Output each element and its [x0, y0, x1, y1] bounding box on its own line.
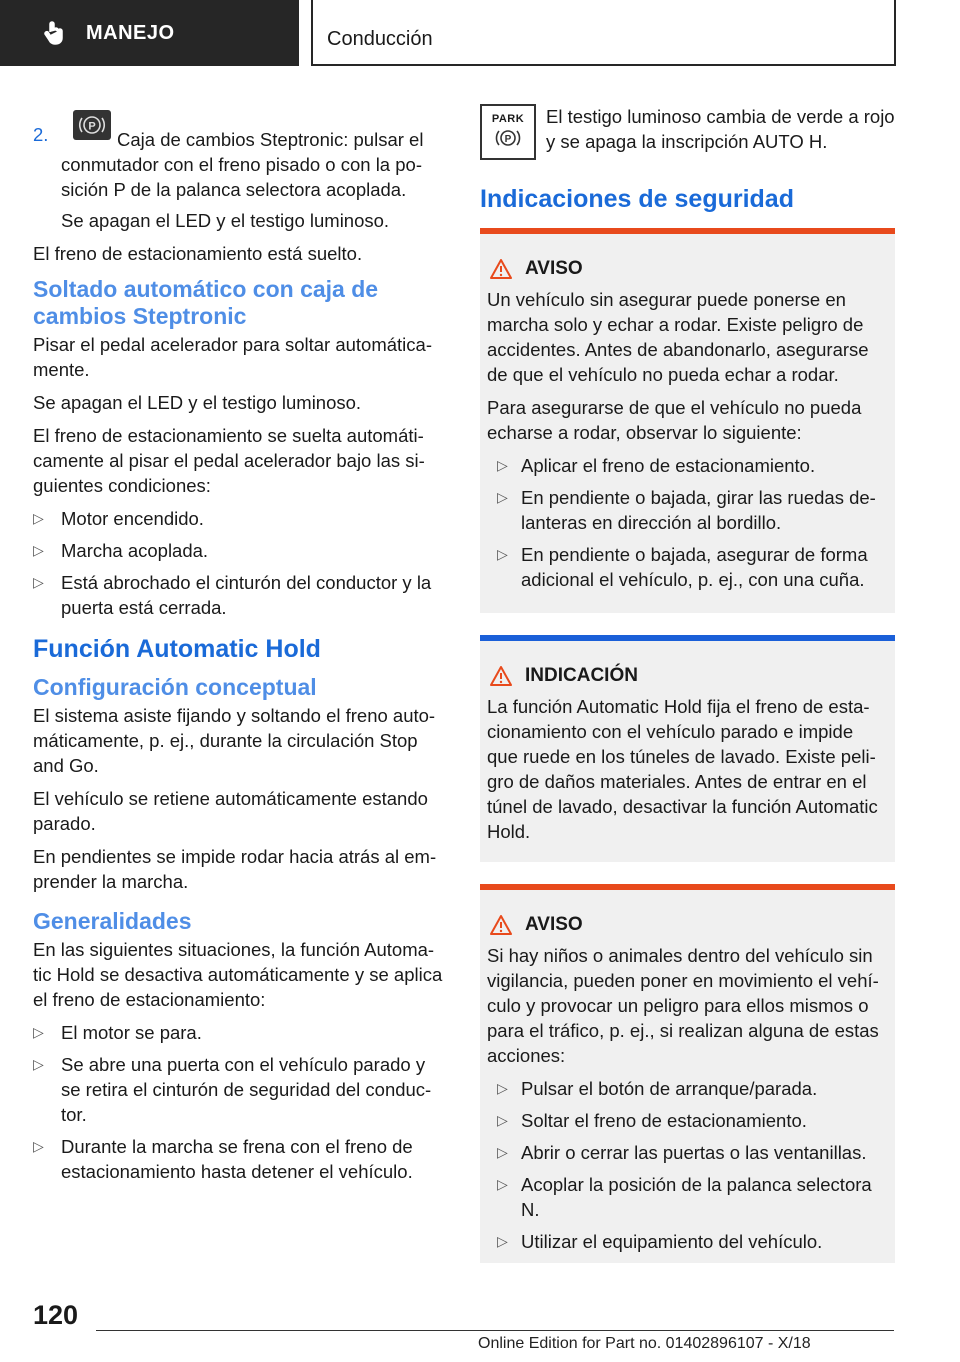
paragraph-auto-1: Pisar el pedal acelerador para soltar automática-mente. [33, 334, 432, 380]
notice-title: INDICACIÓN [487, 663, 887, 688]
list-item: ▷ Pulsar el botón de arranque/parada. [497, 1078, 818, 1099]
parking-brake-icon [493, 125, 523, 151]
triangle-bullet-icon: ▷ [33, 1138, 44, 1154]
heading-automatic-hold: Función Automatic Hold [33, 635, 321, 663]
park-icon-label: PARK [491, 113, 525, 125]
conditions-list [33, 506, 445, 620]
warning-2-list [487, 1076, 887, 1254]
triangle-bullet-icon: ▷ [497, 1176, 508, 1192]
triangle-bullet-icon: ▷ [497, 489, 508, 505]
triangle-bullet-icon: ▷ [497, 1080, 508, 1096]
paragraph-concept-2: El vehículo se retiene automáticamente estando parado. [33, 788, 428, 834]
list-item: ▷ Acoplar la posición de la palanca selectora N. [497, 1174, 872, 1220]
list-item: ▷ Motor encendido. [33, 508, 204, 529]
park-indicator-row [480, 104, 895, 160]
header-section-tab [0, 0, 299, 66]
heading-auto-release: Soltado automático con caja de cambios Steptronic [33, 276, 379, 329]
list-item: ▷ Durante la marcha se frena con el freno de estacionamiento hasta detener el vehículo. [33, 1136, 413, 1182]
notice-paragraph: La función Automatic Hold fija el freno de esta-cionamiento con el vehículo parado e impide que ruede en los túneles de lavado. Existe peli-gro de daños materiales. Antes de entrar en el túnel de lavado, desactivar la función Automatic Hold. [487, 696, 878, 842]
triangle-bullet-icon: ▷ [33, 542, 44, 558]
warning-title-1: AVISO [487, 256, 887, 281]
page-number: 120 [33, 1300, 79, 1330]
list-item: ▷ En pendiente o bajada, asegurar de forma adicional el vehículo, p. ej., con una cuña. [497, 544, 868, 590]
triangle-bullet-icon: ▷ [497, 1144, 508, 1160]
list-item: ▷ Utilizar el equipamiento del vehículo. [497, 1231, 823, 1252]
warning-box-2 [480, 884, 895, 1263]
triangle-bullet-icon: ▷ [33, 1024, 44, 1040]
paragraph-concept-1: El sistema asiste fijando y soltando el freno auto-máticamente, p. ej., durante la circulación Stop and Go. [33, 705, 436, 776]
right-column [480, 104, 895, 1285]
park-indicator-text: El testigo luminoso cambia de verde a rojo y se apaga la inscripción AUTO H. [546, 106, 895, 152]
list-item: ▷ Aplicar el freno de estacionamiento. [497, 455, 816, 476]
list-item: ▷ Abrir o cerrar las puertas o las ventanillas. [497, 1142, 867, 1163]
triangle-bullet-icon: ▷ [33, 574, 44, 590]
header-section-label: MANEJO [86, 21, 175, 44]
footer-divider [96, 1330, 894, 1331]
header-chapter-label: Conducción [327, 28, 433, 50]
triangle-bullet-icon: ▷ [33, 510, 44, 526]
park-indicator-icon [480, 104, 536, 160]
paragraph-concept-3: En pendientes se impide rodar hacia atrás al em-prender la marcha. [33, 846, 437, 892]
heading-concept: Configuración conceptual [33, 674, 317, 700]
triangle-bullet-icon: ▷ [497, 1233, 508, 1249]
triangle-bullet-icon: ▷ [33, 1056, 44, 1072]
list-item: ▷ Soltar el freno de estacionamiento. [497, 1110, 807, 1131]
footer-edition: Online Edition for Part no. 01402896107 - X/18 [478, 1335, 811, 1352]
paragraph-auto-3: El freno de estacionamiento se suelta automáti-camente al pisar el pedal acelerador bajo las si-guientes condiciones: [33, 425, 425, 496]
paragraph-auto-2: Se apagan el LED y el testigo luminoso. [33, 392, 362, 413]
step-number: 2. [33, 124, 49, 145]
list-item: ▷ Se abre una puerta con el vehículo parado y se retira el cinturón de seguridad del conduc-tor. [33, 1054, 432, 1125]
notice-box [480, 635, 895, 862]
step-2-subtext: Se apagan el LED y el testigo luminoso. [61, 210, 390, 231]
warning-1-list [487, 453, 887, 592]
warning-triangle-icon [489, 665, 513, 687]
warning-1-paragraph-2: Para asegurarse de que el vehículo no pueda echarse a rodar, observar lo siguiente: [487, 397, 862, 443]
list-item: ▷ Está abrochado el cinturón del conductor y la puerta está cerrada. [33, 572, 432, 618]
triangle-bullet-icon: ▷ [497, 1112, 508, 1128]
list-item: ▷ En pendiente o bajada, girar las ruedas de-lanteras en dirección al bordillo. [497, 487, 876, 533]
paragraph-general: En las siguientes situaciones, la función Automa-tic Hold se desactiva automáticamente y se aplica el freno de estacionamiento: [33, 939, 443, 1010]
paragraph-brake-released: El freno de estacionamiento está suelto. [33, 243, 363, 264]
warning-triangle-icon [489, 914, 513, 936]
warning-box-1 [480, 228, 895, 613]
warning-1-paragraph-1: Un vehículo sin asegurar puede ponerse en marcha solo y echar a rodar. Existe peligro de accidentes. Antes de abandonarlo, asegurarse de que el vehículo no pueda echar a rodar. [487, 289, 869, 385]
step-2-text: Caja de cambios Steptronic: pulsar el conmutador con el freno pisado o con la po-sición P de la palanca selectora acoplada. [61, 129, 424, 200]
step-2 [33, 122, 445, 233]
triangle-bullet-icon: ▷ [497, 457, 508, 473]
warning-triangle-icon [489, 258, 513, 280]
warning-title-2: AVISO [487, 912, 887, 937]
warning-2-paragraph: Si hay niños o animales dentro del vehículo sin vigilancia, pueden poner en movimiento el vehí-culo y provocar un peligro para ellos mismos o para el tráfico, p. ej., si realizan alguna de estas acciones: [487, 945, 879, 1066]
svg-text:P: P [88, 120, 96, 133]
heading-general: Generalidades [33, 908, 192, 934]
list-item: ▷ Marcha acoplada. [33, 540, 209, 561]
header-chapter-tab [311, 0, 896, 66]
list-item: ▷ El motor se para. [33, 1022, 202, 1043]
svg-text:P: P [504, 134, 512, 145]
heading-safety: Indicaciones de seguridad [480, 185, 794, 213]
left-column [33, 122, 445, 1192]
situations-list [33, 1020, 445, 1184]
triangle-bullet-icon: ▷ [497, 546, 508, 562]
parking-brake-icon [73, 110, 111, 140]
hand-pointer-icon [42, 20, 68, 46]
